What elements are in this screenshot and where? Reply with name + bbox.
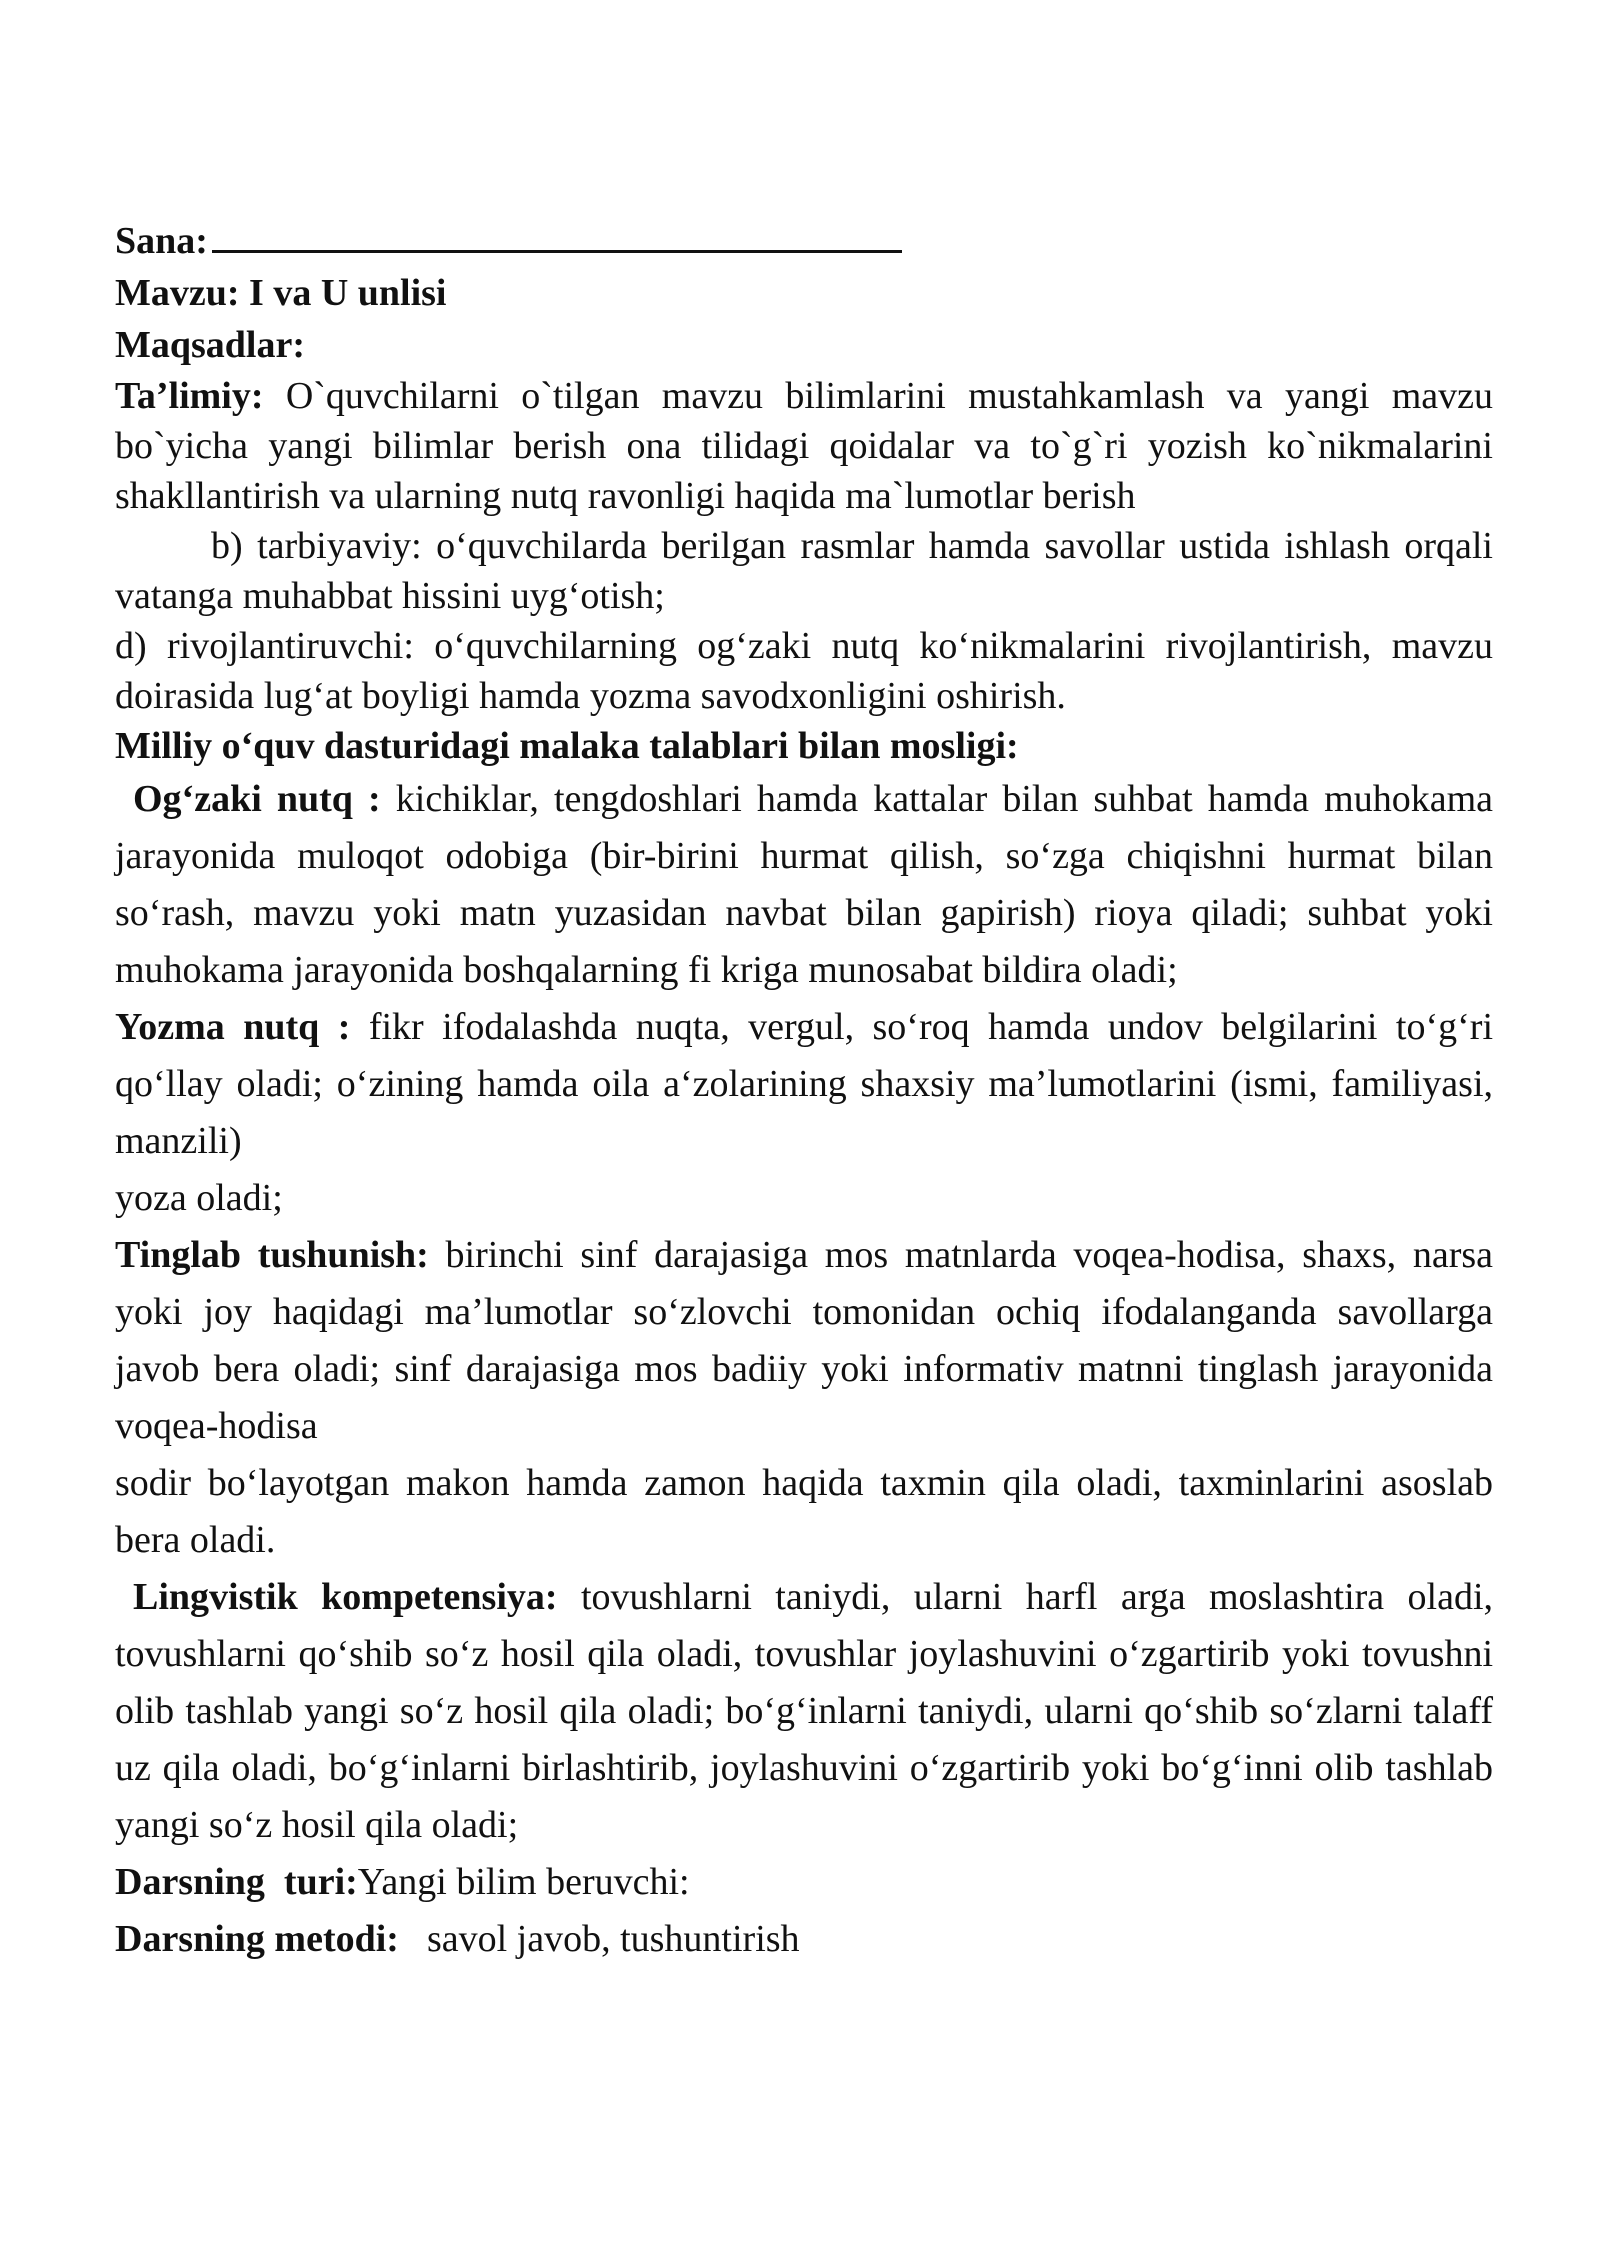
darsning-turi-value: Yangi bilim beruvchi: [357, 1861, 690, 1903]
tarbiyaviy-paragraph: b) tarbiyaviy: o‘quvchilarda berilgan rasmlar hamda savollar ustida ishlash orqali vatanga muhabbat hissini uyg‘otish; [115, 525, 1493, 617]
ogzaki-paragraph [115, 771, 1493, 999]
rivojlantiruvchi-paragraph: d) rivojlantiruvchi: o‘quvchilarning og‘zaki nutq ko‘nikmalarini rivojlantirish, mavzu doirasida lug‘at boyligi hamda yozma savodxonligini oshirish. [115, 625, 1493, 717]
yozma-continuation: yoza oladi; [115, 1177, 283, 1219]
mavzu-value: I va U unlisi [249, 272, 447, 314]
maqsadlar-heading: Maqsadlar: [115, 324, 305, 366]
ogzaki-label: Og‘zaki nutq : [133, 778, 381, 820]
darsning-metodi-value: savol javob, tushuntirish [426, 1918, 800, 1960]
darsning-turi-label: Darsning turi: [115, 1861, 358, 1903]
sana-row [115, 212, 1493, 267]
tinglab-continuation: sodir bo‘layotgan makon hamda zamon haqida taxmin qila oladi, taxminlarini asoslab bera oladi. [115, 1462, 1493, 1561]
mavzu-label: Mavzu: [115, 272, 240, 314]
lingvistik-label: Lingvistik kompetensiya: [133, 1576, 558, 1618]
tinglab-label: Tinglab tushunish: [115, 1234, 429, 1276]
darsning-metodi-label: Darsning metodi: [115, 1918, 399, 1960]
yozma-text: fikr ifodalashda nuqta, vergul, so‘roq hamda undov belgilarini to‘g‘ri qo‘llay oladi; o‘zining hamda oila a‘zolarining shaxsiy ma’lumotlarini (ismi, familiyasi, manzili) [115, 1006, 1493, 1162]
lesson-plan [115, 212, 1493, 1968]
ogzaki-text: kichiklar, tengdoshlari hamda kattalar bilan suhbat hamda muhokama jarayonida muloqot odobiga (bir-birini hurmat qilish, so‘zga chiqishni hurmat bilan so‘rash, mavzu yoki matn yuzasidan navbat bilan gapirish) rioya qiladi; suhbat yoki muhokama jarayonida boshqalarning fi kriga munosabat bildira oladi; [115, 778, 1493, 991]
darsning-metodi-row [115, 1911, 1493, 1968]
darsning-turi-row [115, 1854, 1493, 1911]
milliy-heading: Milliy o‘quv dasturidagi malaka talablari bilan mosligi: [115, 725, 1019, 767]
sana-label: Sana: [115, 220, 208, 262]
sana-blank-line [212, 212, 902, 253]
yozma-label: Yozma nutq : [115, 1006, 351, 1048]
tinglab-text: birinchi sinf darajasiga mos matnlarda voqea-hodisa, shaxs, narsa yoki joy haqidagi ma’lumotlar so‘zlovchi tomonidan ochiq ifodalanganda savollarga javob bera oladi; sinf darajasiga mos badiiy yoki informativ matnni tinglash jarayonida voqea-hodisa [115, 1234, 1494, 1447]
lingvistik-text: tovushlarni taniydi, ularni harfl arga moslashtira oladi, tovushlarni qo‘shib so‘z hosil qila oladi, tovushlar joylashuvini o‘zgartirib yoki tovushni olib tashlab yangi so‘z hosil qila oladi; bo‘g‘inlarni taniydi, ularni qo‘shib so‘zlarni talaff uz qila oladi, bo‘g‘inlarni birlashtirib, joylashuvini o‘zgartirib yoki bo‘g‘inni olib tashlab yangi so‘z hosil qila oladi; [115, 1576, 1494, 1846]
tinglab-paragraph [115, 1227, 1493, 1455]
mavzu-row [115, 267, 1493, 319]
yozma-paragraph [115, 999, 1493, 1170]
talimiy-text: O`quvchilarni o`tilgan mavzu bilimlarini mustahkamlash va yangi mavzu bo`yicha yangi bilimlar berish ona tilidagi qoidalar va to`g`ri yozish ko`nikmalarini shakllantirish va ularning nutq ravonligi haqida ma`lumotlar berish [115, 375, 1493, 517]
lingvistik-paragraph [115, 1569, 1493, 1854]
talimiy-paragraph [115, 371, 1493, 521]
talimiy-label: Ta’limiy: [115, 375, 264, 417]
